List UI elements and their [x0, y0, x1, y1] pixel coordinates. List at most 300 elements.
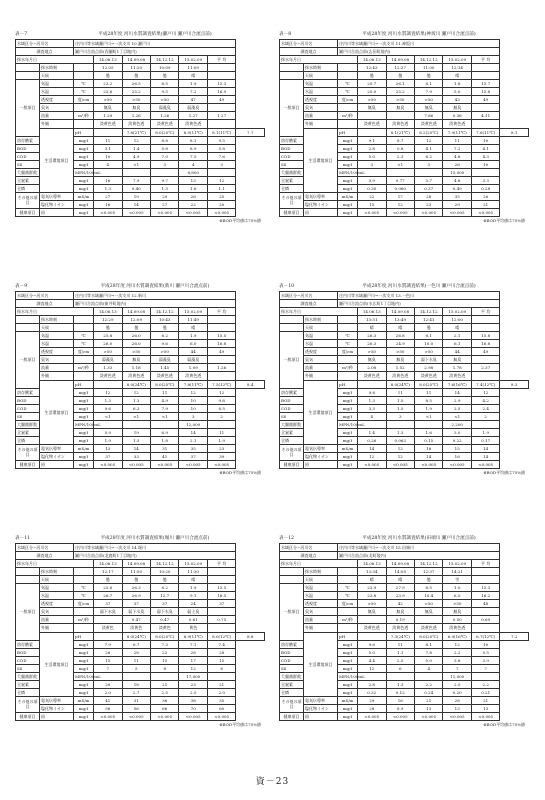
- date-row: [16, 308, 265, 316]
- unit-label: 度/cm: [338, 96, 358, 104]
- value-cell: 淡黄色透: [443, 624, 471, 632]
- parameter-label: BOD: [280, 144, 304, 152]
- value-cell: 37: [179, 452, 207, 460]
- value-cell: 13: [414, 704, 442, 712]
- value-cell: 20: [207, 200, 235, 208]
- value-cell: 8: [207, 664, 235, 672]
- value-cell: 8.8: [236, 632, 265, 640]
- value-cell: [414, 672, 442, 680]
- value-cell: 35: [179, 444, 207, 452]
- table-row: [16, 316, 265, 324]
- value-cell: 8.2: [150, 332, 178, 340]
- value-cell: 8.0(25℃): [150, 380, 178, 388]
- value-cell: 9.6: [358, 640, 386, 648]
- unit-label: [338, 624, 358, 632]
- value-cell: 0.37: [414, 184, 442, 192]
- section-label: 健康項目: [16, 712, 40, 720]
- table-row: [16, 96, 265, 104]
- value-cell: 14: [358, 444, 386, 452]
- value-cell: 淡黄色透: [414, 120, 442, 128]
- section-cell: [16, 72, 40, 80]
- value-cell: 43: [443, 96, 471, 104]
- unit-label: m³/秒: [338, 112, 358, 120]
- value-cell: [471, 104, 499, 112]
- value-cell: [207, 72, 235, 80]
- parameter-label: 水温: [40, 88, 74, 96]
- value-cell: [471, 72, 499, 80]
- parameter-label: 気温: [40, 584, 74, 592]
- table-row: [280, 192, 529, 200]
- table-row: [280, 80, 529, 88]
- sample-date: 14.09.08: [122, 56, 150, 64]
- value-cell: 5.5: [471, 648, 499, 656]
- value-cell: 無臭: [94, 104, 122, 112]
- table-row: [16, 128, 265, 136]
- value-cell: 8.0(25℃): [414, 632, 442, 640]
- sample-date: 14.09.08: [122, 560, 150, 568]
- table-row: [280, 120, 529, 128]
- value-cell: 12:41: [414, 316, 442, 324]
- parameter-label: 天候: [304, 576, 338, 584]
- unit-label: [338, 576, 358, 584]
- value-cell: 曇: [414, 324, 442, 332]
- page-number: 資－23: [255, 777, 290, 787]
- value-cell: 淡黄色透: [386, 372, 414, 380]
- parameter-label: BOD: [16, 396, 40, 404]
- section-label: 一般項目: [16, 584, 40, 640]
- value-cell: 3.9: [358, 176, 386, 184]
- site-label: 調査地点: [16, 48, 74, 56]
- value-cell: 3.8: [443, 656, 471, 664]
- value-cell: <0.005: [94, 712, 122, 720]
- value-cell: 10.4: [414, 592, 442, 600]
- value-cell: 7.2: [443, 144, 471, 152]
- unit-label: mS/m: [338, 444, 358, 452]
- parameter-label: 透視度: [40, 348, 74, 356]
- table-header: [15, 534, 265, 543]
- value-cell: 6.7: [122, 640, 150, 648]
- value-cell: 1.3: [122, 396, 150, 404]
- site-name: 瀬戸川合流点前(北鹿町1丁目地内): [74, 552, 236, 560]
- value-cell: 22: [179, 200, 207, 208]
- unit-label: mg/ℓ: [338, 704, 358, 712]
- value-cell: 12.7: [150, 592, 178, 600]
- unit-label: mg/ℓ: [74, 436, 94, 444]
- date-row: [16, 56, 265, 64]
- unit-label: ℃: [338, 332, 358, 340]
- parameter-label: 臭気: [304, 608, 338, 616]
- sample-date: 15.02.09: [443, 560, 471, 568]
- value-cell: 12: [358, 452, 386, 460]
- value-cell: <0.005: [358, 460, 386, 468]
- value-cell: 11: [414, 388, 442, 396]
- value-cell: 曇: [94, 72, 122, 80]
- sample-date: 14.09.08: [386, 308, 414, 316]
- unit-label: mg/ℓ: [338, 160, 358, 168]
- value-cell: <0.005: [414, 460, 442, 468]
- value-cell: 10: [471, 640, 499, 648]
- value-cell: <1: [94, 412, 122, 420]
- value-cell: 無臭: [358, 104, 386, 112]
- table-row: [280, 632, 529, 640]
- date-row: [280, 56, 529, 64]
- value-cell: 1.3: [386, 680, 414, 688]
- value-cell: 1.8: [443, 80, 471, 88]
- value-cell: 11,000: [443, 672, 471, 680]
- value-cell: 8.2(25℃): [414, 128, 442, 136]
- value-cell: 19: [122, 428, 150, 436]
- value-cell: 5: [122, 664, 150, 672]
- value-cell: [150, 420, 178, 428]
- value-cell: 14: [122, 200, 150, 208]
- parameter-label: 塩化物イオン: [304, 452, 338, 460]
- value-cell: 26.3: [122, 584, 150, 592]
- value-cell: [414, 420, 442, 428]
- value-cell: 60: [207, 704, 235, 712]
- section-cell: [16, 316, 40, 324]
- value-cell: 2.7: [122, 688, 150, 696]
- value-cell: 7.5: [179, 152, 207, 160]
- unit-label: [338, 64, 358, 72]
- value-cell: 8.0(24℃): [122, 380, 150, 388]
- site-row: [280, 48, 529, 56]
- value-cell: [471, 576, 499, 584]
- unit-label: mg/ℓ: [338, 412, 358, 420]
- value-cell: 12.05: [94, 64, 122, 72]
- value-cell: 1.9: [94, 436, 122, 444]
- unit-label: ℃: [338, 584, 358, 592]
- value-cell: 0.69: [471, 616, 499, 624]
- value-cell: 3.3: [471, 176, 499, 184]
- unit-label: [338, 72, 358, 80]
- unit-label: [74, 120, 94, 128]
- value-cell: 9.8: [358, 388, 386, 396]
- value-cell: 23.2: [94, 80, 122, 88]
- value-cell: 曇: [414, 72, 442, 80]
- value-cell: >50: [414, 600, 442, 608]
- value-cell: 27: [150, 200, 178, 208]
- value-cell: 8.5: [150, 80, 178, 88]
- value-cell: 弱下水臭: [94, 608, 122, 616]
- parameter-label: 溶存酸素: [280, 388, 304, 396]
- parameter-label: 大腸菌群数: [16, 672, 40, 680]
- value-cell: 49: [471, 348, 499, 356]
- value-cell: 3: [414, 160, 442, 168]
- unit-label: mg/ℓ: [338, 200, 358, 208]
- value-cell: 13:34: [358, 568, 386, 576]
- parameter-label: 気温: [304, 332, 338, 340]
- unit-label: [94, 380, 122, 388]
- value-cell: 0.22: [443, 436, 471, 444]
- value-cell: 0.61: [179, 616, 207, 624]
- unit-label: mS/m: [74, 696, 94, 704]
- value-cell: 1.26: [150, 112, 178, 120]
- table-row: [280, 460, 529, 468]
- parameter-label: SS: [280, 412, 304, 420]
- unit-label: mg/ℓ: [74, 200, 94, 208]
- value-cell: [471, 372, 499, 380]
- table-title: 平成28年度 河川水質調査結果(一色川 瀬戸川合流点前): [362, 284, 476, 289]
- value-cell: 0.24: [414, 688, 442, 696]
- river-name: 庄内川等水域瀬戸川→一次支川 14.堀川: [74, 544, 236, 552]
- value-cell: 8.9(11℃): [179, 632, 207, 640]
- value-cell: >50: [358, 348, 386, 356]
- value-cell: 5.0: [414, 656, 442, 664]
- table-row: [16, 80, 265, 88]
- value-cell: 4.1: [471, 144, 499, 152]
- parameter-label: pH: [74, 128, 94, 136]
- unit-label: 度/cm: [338, 600, 358, 608]
- value-cell: 2.2: [443, 648, 471, 656]
- date-label: 採水年月日: [280, 308, 358, 316]
- value-cell: 29: [358, 696, 386, 704]
- unit-label: mg/ℓ: [74, 404, 94, 412]
- value-cell: 49: [207, 96, 235, 104]
- value-cell: 13: [471, 704, 499, 712]
- value-cell: 17: [179, 656, 207, 664]
- value-cell: 26: [179, 192, 207, 200]
- parameter-label: 透視度: [40, 600, 74, 608]
- value-cell: >50: [150, 96, 178, 104]
- value-cell: 曇: [358, 72, 386, 80]
- value-cell: 11:00: [414, 64, 442, 72]
- value-cell: 22: [150, 648, 178, 656]
- parameter-label: 気温: [40, 80, 74, 88]
- value-cell: 1.27: [179, 112, 207, 120]
- table-row: [280, 616, 529, 624]
- value-cell: 7.1: [179, 640, 207, 648]
- table-row: [16, 112, 265, 120]
- unit-label: 度/cm: [74, 348, 94, 356]
- unit-label: [338, 104, 358, 112]
- value-cell: 曇: [414, 576, 442, 584]
- value-cell: 8.5: [414, 584, 442, 592]
- value-cell: 0.32: [358, 688, 386, 696]
- value-cell: 1.78: [443, 364, 471, 372]
- value-cell: 11: [443, 136, 471, 144]
- value-cell: 曇: [150, 576, 178, 584]
- value-cell: 曇: [150, 72, 178, 80]
- value-cell: <0.005: [414, 712, 442, 720]
- value-cell: 12: [386, 444, 414, 452]
- sample-date: 14.09.08: [122, 308, 150, 316]
- unit-label: [338, 120, 358, 128]
- value-cell: 1.29: [94, 112, 122, 120]
- parameter-label: 溶存酸素: [280, 136, 304, 144]
- parameter-label: 採水時刻: [304, 316, 338, 324]
- parameter-label: 透視度: [304, 96, 338, 104]
- value-cell: 4.8: [443, 152, 471, 160]
- table-row: [16, 348, 265, 356]
- value-cell: 56: [94, 704, 122, 712]
- value-cell: 21: [207, 680, 235, 688]
- value-cell: [150, 168, 178, 176]
- value-cell: 4.2: [471, 396, 499, 404]
- parameter-label: 全燐: [280, 688, 304, 696]
- value-cell: 25.7: [358, 80, 386, 88]
- parameter-label: 大腸菌群数: [280, 420, 304, 428]
- value-cell: <1: [122, 160, 150, 168]
- value-cell: 無臭: [443, 356, 471, 364]
- value-cell: 26.0: [122, 332, 150, 340]
- survey-table-panel: [279, 282, 529, 477]
- parameter-label: 水温: [40, 340, 74, 348]
- value-cell: 25: [207, 192, 235, 200]
- section-label: 生活環境項目: [304, 632, 338, 696]
- section-label: 一般項目: [280, 332, 304, 388]
- table-row: [16, 88, 265, 96]
- date-label: 採水年月日: [16, 308, 94, 316]
- value-cell: 1.18: [122, 364, 150, 372]
- river-label: 水域区分−河川名: [16, 544, 74, 552]
- value-cell: 11: [386, 388, 414, 396]
- parameter-label: 全窒素: [280, 176, 304, 184]
- table-row: [16, 592, 265, 600]
- value-cell: 2.1: [443, 332, 471, 340]
- value-cell: 7.6(16℃): [443, 380, 471, 388]
- value-cell: 7.0: [150, 152, 178, 160]
- value-cell: 13: [179, 176, 207, 184]
- river-name: 庄内川等水域瀬戸川→一次支川 11.神坂川: [338, 40, 500, 48]
- value-cell: 12: [122, 388, 150, 396]
- value-cell: 12,000: [179, 420, 207, 428]
- value-cell: 無臭: [122, 356, 150, 364]
- value-cell: 1.5: [122, 436, 150, 444]
- value-cell: 晴: [179, 324, 207, 332]
- footnote: ※BOD平均値は75%値: [483, 470, 525, 476]
- value-cell: 9.5: [207, 136, 235, 144]
- unit-label: [358, 632, 386, 640]
- parameter-label: BOD: [16, 144, 40, 152]
- value-cell: [471, 568, 499, 576]
- value-cell: <0.005: [386, 208, 414, 216]
- value-cell: 10:09: [150, 64, 178, 72]
- value-cell: 11: [207, 428, 235, 436]
- value-cell: 0.12: [386, 688, 414, 696]
- value-cell: 曇: [94, 324, 122, 332]
- table-row: [280, 112, 529, 120]
- value-cell: <0.005: [179, 460, 207, 468]
- unit-label: mg/ℓ: [338, 136, 358, 144]
- parameter-label: 溶存酸素: [280, 640, 304, 648]
- unit-label: m³/秒: [74, 364, 94, 372]
- unit-label: mg/ℓ: [338, 436, 358, 444]
- value-cell: 4.8: [443, 176, 471, 184]
- value-cell: 11: [94, 136, 122, 144]
- value-cell: 無臭: [358, 608, 386, 616]
- unit-label: mg/ℓ: [74, 388, 94, 396]
- value-cell: 12:29: [94, 316, 122, 324]
- value-cell: 淡黄色透: [179, 120, 207, 128]
- unit-label: [74, 576, 94, 584]
- value-cell: 8.3: [500, 380, 529, 388]
- value-cell: 23.9: [386, 592, 414, 600]
- unit-label: [338, 324, 358, 332]
- value-cell: 1.9: [207, 436, 235, 444]
- value-cell: 弱土臭: [179, 608, 207, 616]
- value-cell: 31: [150, 444, 178, 452]
- unit-label: ℃: [74, 80, 94, 88]
- value-cell: 13:49: [386, 316, 414, 324]
- value-cell: 25.8: [94, 332, 122, 340]
- section-label: 生活環境項目: [304, 380, 338, 444]
- table-row: [16, 712, 265, 720]
- value-cell: 11:50: [122, 568, 150, 576]
- table-number: 表－12: [279, 536, 295, 541]
- water-quality-table: [15, 543, 265, 721]
- parameter-label: 鉛: [304, 460, 338, 468]
- value-cell: 14:21: [443, 568, 471, 576]
- value-cell: 10: [179, 404, 207, 412]
- parameter-label: 塩化物イオン: [40, 200, 74, 208]
- section-label: 一般項目: [16, 80, 40, 136]
- table-row: [16, 584, 265, 592]
- date-row: [280, 308, 529, 316]
- unit-label: [358, 380, 386, 388]
- table-row: [280, 712, 529, 720]
- value-cell: 8.0(25℃): [150, 632, 178, 640]
- parameter-label: 臭気: [40, 356, 74, 364]
- value-cell: 25.0: [358, 88, 386, 96]
- value-cell: 弱藻臭: [179, 356, 207, 364]
- sample-date: 14.09.08: [386, 56, 414, 64]
- value-cell: 23.8: [358, 592, 386, 600]
- value-cell: [207, 64, 235, 72]
- river-row: [16, 544, 265, 552]
- parameter-label: 電気伝導率: [304, 192, 338, 200]
- value-cell: 1.09: [179, 364, 207, 372]
- site-name: 瀬戸川合流点前(北町地内): [338, 552, 500, 560]
- table-row: [280, 104, 529, 112]
- value-cell: 8.4: [236, 380, 265, 388]
- value-cell: 3: [386, 412, 414, 420]
- value-cell: 28: [443, 696, 471, 704]
- parameter-label: 天候: [304, 72, 338, 80]
- table-row: [280, 64, 529, 72]
- value-cell: <1: [122, 412, 150, 420]
- sample-date: 14.06.13: [94, 560, 122, 568]
- unit-label: MPN/100mL: [75, 169, 101, 175]
- value-cell: <0.005: [150, 208, 178, 216]
- value-cell: 4.3: [471, 152, 499, 160]
- value-cell: 0.49: [443, 184, 471, 192]
- unit-label: [74, 624, 94, 632]
- section-cell: [16, 568, 40, 576]
- value-cell: 16.2: [471, 592, 499, 600]
- parameter-label: 塩化物イオン: [40, 704, 74, 712]
- value-cell: 14: [414, 452, 442, 460]
- parameter-label: 鉛: [304, 208, 338, 216]
- value-cell: 9.6: [207, 396, 235, 404]
- table-row: [16, 460, 265, 468]
- unit-label: mg/ℓ: [338, 712, 358, 720]
- value-cell: 14: [471, 452, 499, 460]
- parameter-label: 全窒素: [280, 428, 304, 436]
- unit-label: mg/ℓ: [338, 680, 358, 688]
- value-cell: 12: [122, 136, 150, 144]
- table-row: [280, 592, 529, 600]
- value-cell: 無臭: [386, 104, 414, 112]
- parameter-label: COD: [16, 404, 40, 412]
- parameter-label: 流量: [40, 616, 74, 624]
- value-cell: 17: [386, 192, 414, 200]
- parameter-label: 臭気: [40, 608, 74, 616]
- unit-label: mg/ℓ: [338, 144, 358, 152]
- value-cell: 1.45: [150, 364, 178, 372]
- value-cell: >50: [414, 348, 442, 356]
- value-cell: 24.9: [386, 340, 414, 348]
- value-cell: 7: [443, 664, 471, 672]
